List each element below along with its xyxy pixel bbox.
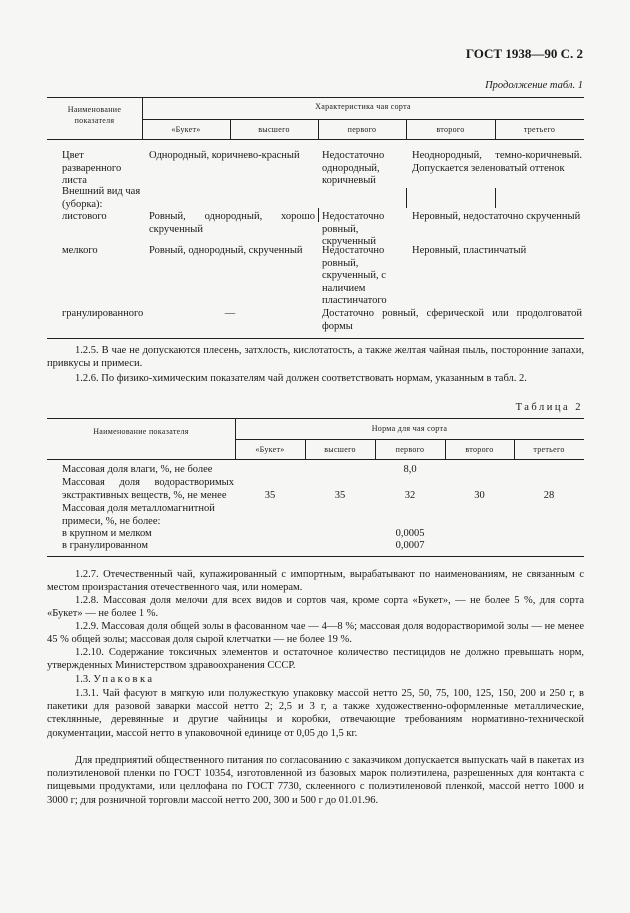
row-small-buket: Ровный, однородный, скрученный: [149, 245, 303, 256]
paragraph-1-2-9: 1.2.9. Массовая доля общей золы в фасованном чае — 4—8 %; массовая доля водорастворимой золы — не менее 45 % общей золы; массовая доля сырой клетчатки — не более 19 %.: [47, 621, 584, 646]
row-color-name: Цвет разваренного листа: [62, 150, 122, 186]
row-granulated-name: гранулированного: [62, 308, 144, 319]
row-leaf-name: листового: [62, 211, 107, 222]
metal-large-name: в крупном и мелком: [62, 528, 152, 539]
paragraph-1-2-5: 1.2.5. В чае не допускаются плесень, затхлость, кислотатость, а также желтая чайная пыль, посторонние запахи, привкусы и примеси.: [47, 345, 584, 370]
row-leaf-second-third: Неровный, недостаточно скрученный: [412, 211, 581, 222]
table2-grade-buket: «Букет»: [255, 445, 285, 454]
table2-grade-third: третьего: [533, 445, 565, 454]
moisture-name: Массовая доля влаги, %, не более: [62, 464, 213, 475]
paragraph-1-2-10: 1.2.10. Содержание токсичных элементов и остаточное количество пестицидов не должно превышать норм, утвержденных Министерством здравоохранения СССР.: [47, 647, 584, 672]
paragraph-1-3-1: 1.3.1. Чай фасуют в мягкую или полужесткую упаковку массой нетто 25, 50, 75, 100, 125, 150, 200 и 250 г, в пакетики для разовой заварки массой нетто 2; 2,5 и 3 г, а также художественно-оформленные металлические, стеклянные, деревянные и другие чайницы и коробки, отвечающие требованиям нормативно-технической документации, массой нетто в упаковочной единице от 0,05 до 1,5 кг.: [47, 688, 584, 739]
table2-grade-first: первого: [395, 445, 425, 454]
row-leaf-buket: Ровный, однородный, хорошо скрученный: [149, 211, 315, 235]
section-1-3-heading: [47, 673, 584, 686]
paragraph-public-catering: Для предприятий общественного питания по согласованию с заказчиком допускается выпускать чай в пакетах из полиэтиленовой пленки по ГОСТ 10354, изготовленной из базовых марок полиэтилена, разрешенных для контакта с пищевыми продуктами, или целлофана по ГОСТ 7730, склеенного с полиэтиленовой пленкой, массой нетто 1000 и 3000 г; для розничной торговли массой нетто 200, 300 и 500 г до 01.01.96.: [47, 755, 584, 806]
table2-caption: Таблица 2: [515, 402, 583, 413]
table1-grade-highest: высшего: [258, 125, 290, 134]
extract-value-highest: 35: [334, 490, 346, 501]
page-header: ГОСТ 1938—90 С. 2: [465, 46, 583, 61]
row-color-buket: Однородный, коричнево-красный: [149, 150, 300, 161]
table1-grade-buket: «Букет»: [171, 125, 201, 134]
table2-grade-second: второго: [465, 445, 494, 454]
table1-col-name-header: Наименование показателя: [67, 105, 122, 125]
table1-grade-second: второго: [436, 125, 465, 134]
extract-value-buket: 35: [264, 490, 276, 501]
row-granulated-buket: —: [224, 308, 236, 319]
extract-value-third: 28: [543, 490, 555, 501]
section-1-3-number: 1.3.: [75, 674, 91, 685]
extract-name: Массовая доля водорастворимых экстрактивных веществ, %, не менее: [62, 477, 234, 501]
row-appearance-name: Внешний вид чая (уборка):: [62, 186, 141, 210]
paragraph-1-2-6: 1.2.6. По физико-химическим показателям чай должен соответствовать нормам, указанным в табл. 2.: [75, 373, 527, 384]
metal-granulated-name: в гранулированном: [62, 540, 148, 551]
table1-grade-first: первого: [347, 125, 377, 134]
table2-col-norm-header: Норма для чая сорта: [371, 424, 448, 433]
metal-granulated-value: 0,0007: [395, 540, 425, 551]
table-continuation-note: Продолжение табл. 1: [485, 80, 583, 91]
row-small-name: мелкого: [62, 245, 98, 256]
paragraph-1-2-7: 1.2.7. Отечественный чай, купажированный с импортным, вырабатывают по наименованиям, не связанным с местом произрастания отечественного чая, или номерам.: [47, 569, 584, 594]
row-color-second-third: Неоднородный, темно-коричневый. Допускается зеленоватый оттенок: [412, 150, 582, 174]
row-small-first: Недостаточно ровный, скрученный, с наличием пластинчатого: [322, 245, 387, 306]
metal-large-value: 0,0005: [395, 528, 425, 539]
row-color-first: Недостаточно однородный, коричневый: [322, 150, 385, 186]
section-1-3-title: Упаковка: [93, 674, 155, 685]
metal-name: Массовая доля металломагнитной примеси, %, не более:: [62, 503, 215, 527]
table2-col-name-header: Наименование показателя: [93, 427, 189, 436]
row-small-second-third: Неровный, пластинчатый: [412, 245, 527, 256]
extract-value-first: 32: [404, 490, 416, 501]
table1-grade-third: третьего: [523, 125, 556, 134]
row-leaf-first: Недостаточно ровный, скрученный: [322, 211, 385, 247]
table2-grade-highest: высшего: [324, 445, 356, 454]
moisture-value: 8,0: [403, 464, 417, 475]
extract-value-second: 30: [474, 490, 485, 501]
row-granulated-rest: Достаточно ровный, сферической или продолговатой формы: [322, 308, 582, 332]
paragraph-1-2-8: 1.2.8. Массовая доля мелочи для всех видов и сортов чая, кроме сорта «Букет», — не более 5 %, для сорта «Букет» — не более 1 %.: [47, 595, 584, 620]
table1-col-char-header: Характеристика чая сорта: [315, 102, 411, 111]
